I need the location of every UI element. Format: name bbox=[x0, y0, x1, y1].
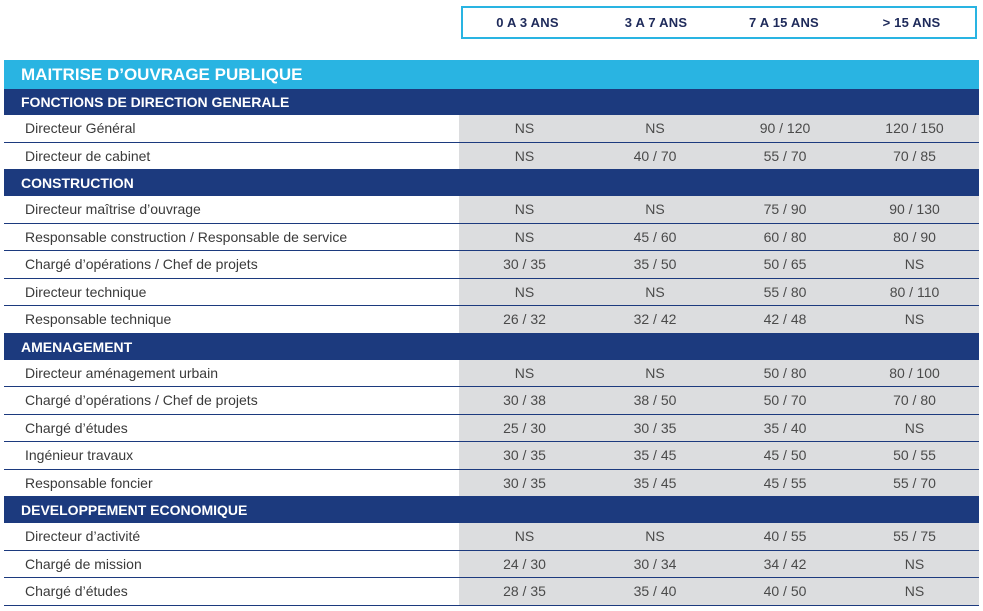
table-cell: 35 / 50 bbox=[633, 256, 677, 272]
row-label: Directeur technique bbox=[4, 279, 459, 306]
table-cell: 50 / 65 bbox=[763, 256, 807, 272]
table-cell: NS bbox=[645, 283, 665, 300]
table-cell: NS bbox=[514, 228, 535, 245]
row-values bbox=[459, 196, 979, 223]
table-cell: 30 / 35 bbox=[503, 474, 546, 491]
table-cell: 30 / 35 bbox=[503, 256, 546, 272]
table-row bbox=[4, 415, 979, 443]
table-cell: 55 / 70 bbox=[763, 147, 807, 164]
table-cell: 25 / 30 bbox=[503, 419, 546, 436]
table-cell: 50 / 55 bbox=[893, 447, 936, 463]
table-cell: 70 / 85 bbox=[893, 147, 936, 164]
row-values bbox=[459, 115, 979, 142]
table-cell: 55 / 80 bbox=[763, 283, 807, 300]
salary-table bbox=[4, 60, 979, 606]
table-cell: NS bbox=[904, 311, 925, 327]
section-header: DEVELOPPEMENT ECONOMIQUE bbox=[4, 497, 979, 523]
experience-column-headers bbox=[461, 6, 977, 39]
table-row bbox=[4, 470, 979, 498]
table-cell: 45 / 55 bbox=[763, 474, 807, 491]
table-cell: 75 / 90 bbox=[763, 201, 807, 217]
table-cell: 32 / 42 bbox=[633, 311, 677, 327]
table-cell: 120 / 150 bbox=[885, 120, 944, 136]
table-cell: 55 / 70 bbox=[893, 474, 936, 491]
row-label: Chargé d’études bbox=[4, 415, 459, 442]
table-row bbox=[4, 442, 979, 470]
row-label: Chargé d’études bbox=[4, 578, 459, 605]
row-label: Responsable technique bbox=[4, 306, 459, 333]
table-row bbox=[4, 387, 979, 415]
table-cell: 38 / 50 bbox=[633, 392, 677, 408]
row-label: Responsable construction / Responsable de service bbox=[4, 224, 459, 251]
table-cell: 24 / 30 bbox=[503, 555, 546, 572]
table-cell: 80 / 100 bbox=[889, 364, 940, 381]
table-cell: 30 / 38 bbox=[503, 392, 546, 408]
table-cell: 45 / 50 bbox=[763, 447, 807, 463]
table-cell: NS bbox=[645, 364, 665, 381]
table-cell: 40 / 50 bbox=[763, 583, 807, 599]
table-cell: 80 / 110 bbox=[889, 283, 940, 300]
table-row bbox=[4, 224, 979, 252]
table-cell: 30 / 34 bbox=[633, 555, 677, 572]
row-values bbox=[459, 470, 979, 497]
row-label: Directeur Général bbox=[4, 115, 459, 142]
table-row bbox=[4, 551, 979, 579]
table-cell: NS bbox=[904, 583, 925, 599]
row-label: Chargé d’opérations / Chef de projets bbox=[4, 387, 459, 414]
table-row bbox=[4, 143, 979, 171]
table-cell: 35 / 45 bbox=[633, 447, 677, 463]
table-title: MAITRISE D’OUVRAGE PUBLIQUE bbox=[4, 60, 979, 89]
table-cell: 42 / 48 bbox=[763, 311, 807, 327]
row-label: Chargé de mission bbox=[4, 551, 459, 578]
table-cell: 34 / 42 bbox=[763, 555, 807, 572]
table-cell: 70 / 80 bbox=[893, 392, 936, 408]
table-cell: NS bbox=[645, 120, 665, 136]
table-cell: 50 / 80 bbox=[763, 364, 807, 381]
row-label: Directeur maîtrise d’ouvrage bbox=[4, 196, 459, 223]
column-header-3-7: 3 A 7 ANS bbox=[624, 15, 688, 30]
table-row bbox=[4, 306, 979, 334]
section-header: FONCTIONS DE DIRECTION GENERALE bbox=[4, 89, 979, 115]
column-header-7-15: 7 A 15 ANS bbox=[749, 15, 819, 30]
row-values bbox=[459, 523, 979, 550]
row-values bbox=[459, 306, 979, 333]
row-label: Chargé d’opérations / Chef de projets bbox=[4, 251, 459, 278]
table-cell: 40 / 55 bbox=[763, 528, 807, 544]
table-cell: 35 / 40 bbox=[763, 419, 807, 436]
table-cell: NS bbox=[645, 201, 665, 217]
table-cell: 30 / 35 bbox=[633, 419, 677, 436]
table-row bbox=[4, 360, 979, 388]
table-cell: NS bbox=[514, 120, 535, 136]
row-values bbox=[459, 387, 979, 414]
row-values bbox=[459, 143, 979, 170]
table-cell: 90 / 130 bbox=[889, 201, 940, 217]
table-row bbox=[4, 115, 979, 143]
table-cell: NS bbox=[645, 528, 665, 544]
table-cell: 45 / 60 bbox=[633, 228, 677, 245]
table-cell: NS bbox=[904, 256, 925, 272]
column-header-0-3: 0 A 3 ANS bbox=[496, 15, 559, 30]
table-cell: NS bbox=[514, 364, 535, 381]
row-values bbox=[459, 442, 979, 469]
row-values bbox=[459, 279, 979, 306]
table-cell: 55 / 75 bbox=[893, 528, 936, 544]
table-cell: NS bbox=[514, 147, 535, 164]
table-cell: 26 / 32 bbox=[503, 311, 546, 327]
table-row bbox=[4, 279, 979, 307]
row-label: Responsable foncier bbox=[4, 470, 459, 497]
table-row bbox=[4, 251, 979, 279]
column-header-15-plus: > 15 ANS bbox=[882, 15, 941, 30]
table-cell: 50 / 70 bbox=[763, 392, 807, 408]
row-label: Directeur de cabinet bbox=[4, 143, 459, 170]
table-cell: 60 / 80 bbox=[763, 228, 807, 245]
table-cell: 28 / 35 bbox=[503, 583, 546, 599]
section-header: CONSTRUCTION bbox=[4, 170, 979, 196]
section-header: AMENAGEMENT bbox=[4, 334, 979, 360]
table-cell: NS bbox=[514, 283, 535, 300]
table-cell: 30 / 35 bbox=[503, 447, 546, 463]
table-cell: 90 / 120 bbox=[759, 120, 811, 136]
table-row bbox=[4, 196, 979, 224]
table-cell: 35 / 40 bbox=[633, 583, 677, 599]
row-label: Directeur d’activité bbox=[4, 523, 459, 550]
row-values bbox=[459, 551, 979, 578]
row-values bbox=[459, 415, 979, 442]
row-values bbox=[459, 224, 979, 251]
table-cell: 80 / 90 bbox=[893, 228, 936, 245]
row-values bbox=[459, 360, 979, 387]
row-label: Ingénieur travaux bbox=[4, 442, 459, 469]
row-values bbox=[459, 251, 979, 278]
table-row bbox=[4, 523, 979, 551]
row-values bbox=[459, 578, 979, 605]
table-cell: NS bbox=[904, 419, 925, 436]
table-cell: 40 / 70 bbox=[633, 147, 677, 164]
table-row bbox=[4, 578, 979, 606]
table-cell: NS bbox=[514, 528, 535, 544]
table-cell: 35 / 45 bbox=[633, 474, 677, 491]
table-cell: NS bbox=[904, 555, 925, 572]
row-label: Directeur aménagement urbain bbox=[4, 360, 459, 387]
table-cell: NS bbox=[514, 201, 535, 217]
